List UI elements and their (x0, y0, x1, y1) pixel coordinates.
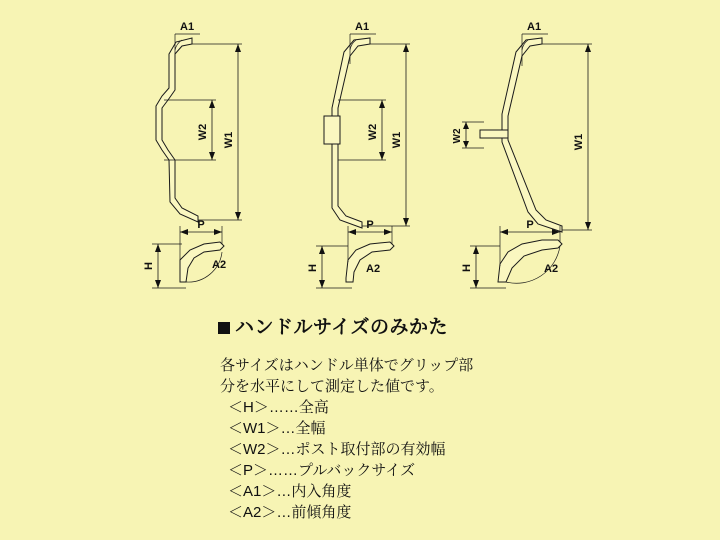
figure-right-w2-label: W2 (452, 128, 463, 144)
figure-center-p-label: P (366, 219, 374, 231)
explanation-block (218, 312, 688, 523)
figure-center-a2-dim (366, 263, 380, 275)
figure-center-w1-label: W1 (391, 131, 403, 149)
figure-right-a2-dim (544, 263, 558, 275)
section-heading (218, 312, 688, 339)
figure-right-w2-dim (452, 122, 484, 148)
figure-center-a1-label: A1 (355, 21, 370, 33)
figure-right-w1-label: W1 (573, 133, 585, 151)
legend-item-w1: ＜W1＞…全幅 (228, 420, 326, 437)
description-line-2: 分を水平にして測定した値です。 (220, 378, 444, 395)
figure-right-w1-dim (542, 44, 592, 230)
figure-center-front-bar (324, 38, 370, 228)
figure-center-side-bar (346, 242, 394, 282)
section-heading-text: ハンドルサイズのみかた (235, 317, 448, 338)
description-line-1: 各サイズはハンドル単体でグリップ部 (220, 357, 474, 374)
figure-center-w2-dim (338, 100, 386, 160)
figure-left-h-label: H (143, 262, 155, 270)
legend-item-h: ＜H＞……全高 (228, 399, 329, 416)
figure-left-a1-label: A1 (180, 21, 195, 33)
figure-center-h-dim (307, 246, 352, 288)
figure-left-w2-dim (164, 100, 216, 160)
figure-center-a2-label: A2 (366, 263, 381, 275)
legend-item-a2: ＜A2＞…前傾角度 (228, 504, 352, 521)
figure-left-a2-dim (212, 259, 226, 271)
figure-center-clamp (324, 116, 340, 144)
figure-right-a2-label: A2 (544, 263, 559, 275)
legend-item-w2: ＜W2＞…ポスト取付部の有効幅 (228, 441, 446, 458)
square-bullet-icon (218, 322, 230, 334)
legend-item-a1: ＜A1＞…内入角度 (228, 483, 352, 500)
legend-item-p: ＜P＞……プルバックサイズ (228, 462, 416, 479)
figure-left-w1-label: W1 (223, 131, 235, 149)
figure-right-h-label: H (461, 264, 473, 272)
figure-right-p-label: P (526, 219, 534, 231)
figure-left-p-label: P (197, 219, 205, 231)
figure-left-w2-label: W2 (197, 123, 209, 141)
figure-center-w2-label: W2 (367, 123, 379, 141)
figure-center-h-label: H (307, 264, 319, 272)
figure-right-a1-label: A1 (527, 21, 542, 33)
figure-right-clamp (480, 130, 508, 138)
figure-left-a2-label: A2 (212, 259, 227, 271)
figure-right-front-bar (480, 38, 562, 232)
figure-left-front-bar (156, 38, 198, 222)
figure-right (450, 20, 720, 320)
figure-right-side-bar (498, 240, 562, 283)
